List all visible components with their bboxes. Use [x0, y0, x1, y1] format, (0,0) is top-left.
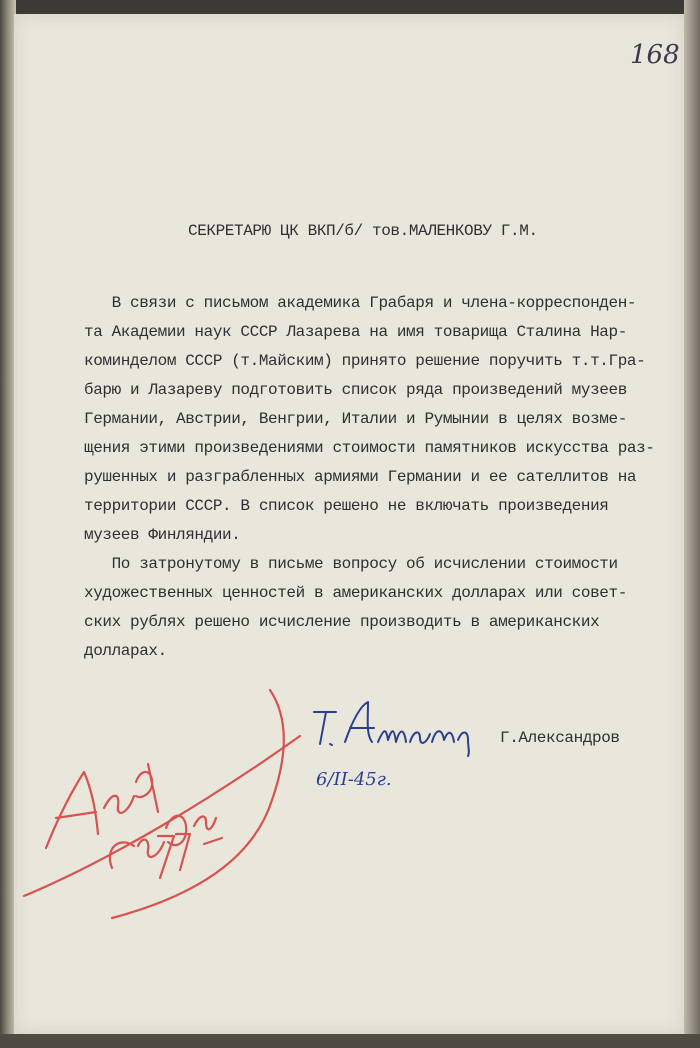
- body-line: та Академии наук СССР Лазарева на имя товарища Сталина Нар-: [84, 323, 627, 341]
- body-line: щения этими произведениями стоимости памятников искусства раз-: [84, 439, 655, 457]
- body-line: художественных ценностей в американских долларах или совет-: [84, 584, 627, 602]
- body-line: рушенных и разграбленных армиями Германии и ее сателлитов на: [84, 468, 637, 486]
- signer-name: Г.Александров: [500, 729, 620, 747]
- sheet-number: 168: [630, 40, 680, 70]
- body-line: По затронутому в письме вопросу об исчислении стоимости: [84, 555, 618, 573]
- body-line: В связи с письмом академика Грабаря и члена-корреспонден-: [84, 294, 637, 312]
- body-line: долларах.: [84, 642, 167, 660]
- body-line: коминделом СССР (т.Майским) принято решение поручить т.т.Гра-: [84, 352, 646, 370]
- signature-date: 6/II-45г.: [316, 769, 392, 790]
- body-line: территории СССР. В список решено не включать произведения: [84, 497, 609, 515]
- body-line: Германии, Австрии, Венгрии, Италии и Румынии в целях возме-: [84, 410, 627, 428]
- letter-heading: СЕКРЕТАРЮ ЦК ВКП/б/ тов.МАЛЕНКОВУ Г.М.: [188, 222, 538, 240]
- body-line: барю и Лазареву подготовить список ряда произведений музеев: [84, 381, 627, 399]
- archive-handwritten-note: [24, 690, 300, 918]
- body-line: музеев Финляндии.: [84, 526, 241, 544]
- body-line: ских рублях решено исчисление производить в американских: [84, 613, 600, 631]
- handwritten-signature: [314, 702, 469, 756]
